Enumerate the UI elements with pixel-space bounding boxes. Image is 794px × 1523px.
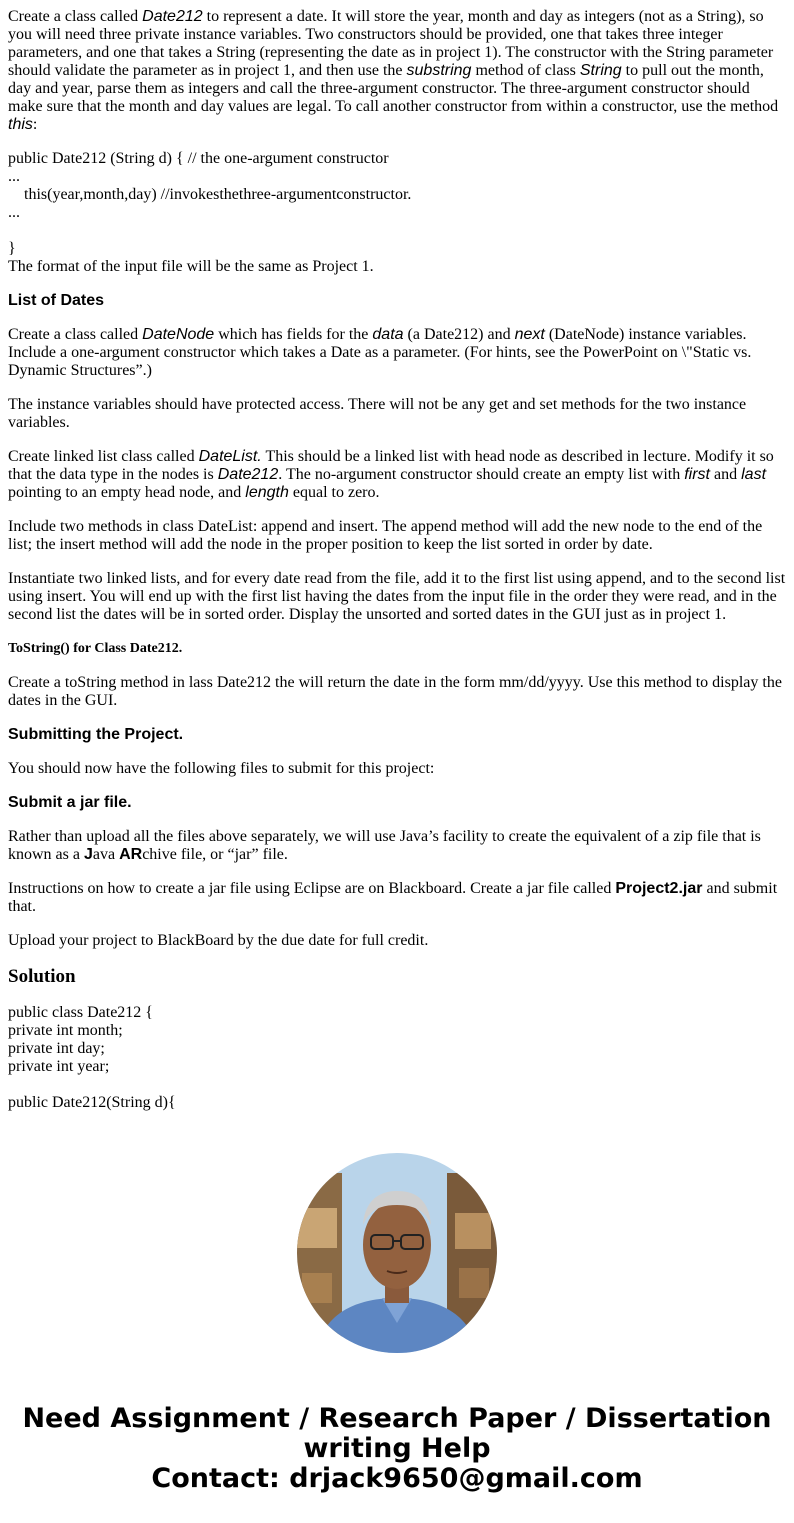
author-photo [297, 1153, 497, 1353]
class-string: String [579, 62, 622, 79]
section-heading-list-of-dates: List of Dates [8, 292, 105, 309]
code-line: private int day; [8, 1040, 105, 1057]
jar-paragraph: Rather than upload all the files above separately, we will use Java’s facility to create the equivalent of a zip file that is known as a Java ARchive file, or “jar” file. [8, 828, 761, 863]
code-line [8, 1076, 786, 1094]
solution-code [8, 1004, 786, 1112]
code-line: private int year; [8, 1058, 110, 1075]
section-heading-jar: Submit a jar file. [8, 794, 132, 811]
section-heading-submitting: Submitting the Project. [8, 726, 184, 743]
access-paragraph: The instance variables should have protected access. There will not be any get and set methods for the two instance variables. [8, 396, 747, 431]
code-line: public Date212 (String d) { // the one-argument constructor [8, 150, 389, 167]
code-blank-line [8, 222, 786, 240]
intro-paragraph: Create a class called Date212 to represent a date. It will store the year, month and day as integers (not as a String), so you will need three private instance variables. Two constructors should be provided, one that takes three integer parameters, and one that takes a String (representing the date as in project 1). The constructor with the String parameter should validate the parameter as in project 1, and then use the substring method of class String to pull out the month, day and year, parse them as integers and call the three-argument constructor. The three-argument constructor should make sure that the month and day values are legal. To call another constructor from within a constructor, use the method this: [8, 8, 779, 133]
method-substring: substring [406, 62, 472, 79]
class-datenode: DateNode [142, 326, 215, 343]
class-name-date212: Date212 [142, 8, 203, 25]
code-line: } [8, 240, 16, 257]
code-line: private int month; [8, 1022, 123, 1039]
tostring-paragraph: Create a toString method in lass Date212 the will return the date in the form mm/dd/yyyy. Use this method to display the dates in the GUI. [8, 674, 782, 709]
code-line: public class Date212 { [8, 1004, 153, 1021]
code-line: ... [8, 168, 20, 185]
jar-filename: Project2.jar [615, 880, 703, 897]
document-body [8, 8, 786, 1112]
person-portrait-icon [297, 1153, 497, 1353]
code-line: ... [8, 204, 20, 221]
datenode-paragraph: Create a class called DateNode which has fields for the data (a Date212) and next (DateNode) instance variables. Include a one-argument constructor which takes a Date as a parameter. (For hints, see the PowerPoint on \"Static vs. Dynamic Structures”.) [8, 326, 752, 379]
field-length: length [245, 484, 289, 501]
field-last: last [741, 466, 767, 483]
field-next: next [514, 326, 545, 343]
upload-paragraph: Upload your project to BlackBoard by the due date for full credit. [8, 932, 429, 949]
field-data: data [372, 326, 404, 343]
field-first: first [684, 466, 710, 483]
footer-line: writing Help [303, 1433, 491, 1464]
solution-heading: Solution [8, 966, 76, 987]
code-line: public Date212(String d){ [8, 1094, 176, 1111]
input-format-note: The format of the input file will be the same as Project 1. [8, 258, 374, 275]
code-line: this(year,month,day) //invokesthethree-argumentconstructor. [24, 186, 412, 203]
datelist-paragraph: Create linked list class called DateList. This should be a linked list with head node as described in lecture. Modify it so that the data type in the nodes is Date212. The no-argument constructor should create an empty list with first and last pointing to an empty head node, and length equal to zero. [8, 448, 774, 501]
footer-banner [0, 1404, 794, 1494]
type-date212: Date212 [217, 466, 279, 483]
methods-paragraph: Include two methods in class DateList: append and insert. The append method will add the new node to the end of the list; the insert method will add the node in the proper position to keep the list sorted in order by date. [8, 518, 763, 553]
instantiate-paragraph: Instantiate two linked lists, and for every date read from the file, add it to the first list using append, and to the second list using insert. You will end up with the first list having the dates from the input file in the order they were read, and in the second list the dates will be in sorted order. Display the unsorted and sorted dates in the GUI just as in project 1. [8, 570, 786, 623]
eclipse-instructions-paragraph: Instructions on how to create a jar file using Eclipse are on Blackboard. Create a jar file called Project2.jar and submit that. [8, 880, 778, 915]
submitting-paragraph: You should now have the following files to submit for this project: [8, 760, 435, 777]
class-datelist: DateList. [198, 448, 262, 465]
footer-contact: Contact: drjack9650@gmail.com [151, 1463, 643, 1494]
footer-line: Need Assignment / Research Paper / Dissertation [22, 1403, 772, 1434]
constructor-code-snippet [8, 150, 786, 276]
method-this: this [8, 116, 33, 133]
section-heading-tostring: ToString() for Class Date212. [8, 641, 183, 656]
